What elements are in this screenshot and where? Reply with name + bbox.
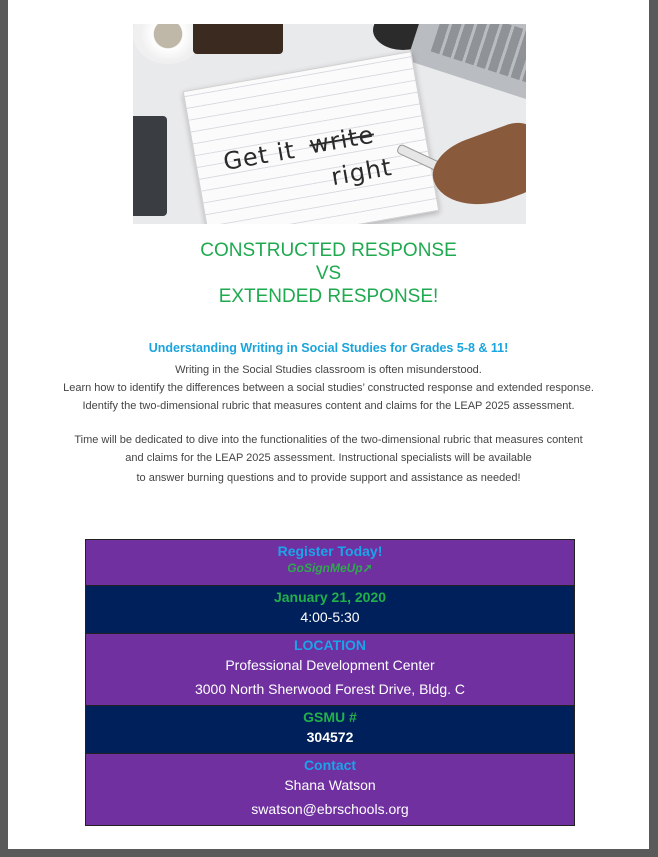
intro-line-1: Writing in the Social Studies classroom is often misunderstood. — [175, 364, 482, 376]
contact-row — [86, 754, 574, 825]
gosignmeup-logo-text: GoSignMeUp — [287, 561, 363, 575]
intro-line-2: Learn how to identify the differences between a social studies’ constructed response and extended response. — [63, 382, 594, 394]
event-info-table — [85, 539, 575, 826]
register-label[interactable]: Register Today! — [277, 543, 383, 559]
gosignmeup-logo[interactable] — [287, 561, 372, 575]
event-time: 4:00-5:30 — [300, 609, 360, 625]
hero-photo — [133, 24, 526, 224]
contact-email[interactable]: swatson@ebrschools.org — [251, 801, 409, 817]
contact-label: Contact — [303, 757, 357, 773]
event-date: January 21, 2020 — [273, 589, 387, 605]
subheading: Understanding Writing in Social Studies for Grades 5-8 & 11! — [148, 341, 509, 355]
handwriting-right: right — [329, 152, 395, 192]
gsmu-row — [86, 706, 574, 754]
details-line-2: and claims for the LEAP 2025 assessment. Instructional specialists will be available — [125, 452, 532, 464]
handwriting-write: write — [307, 120, 377, 160]
details-line-3: to answer burning questions and to provide support and assistance as needed! — [136, 472, 521, 484]
handwriting-get-it: Get it — [221, 135, 298, 177]
register-row[interactable] — [86, 540, 574, 586]
flyer-page — [8, 0, 649, 849]
gsmu-label: GSMU # — [303, 709, 357, 725]
hand-image — [424, 117, 526, 220]
gsmu-number: 304572 — [306, 729, 354, 745]
arrow-icon: ➚ — [362, 561, 373, 575]
contact-name: Shana Watson — [284, 777, 376, 793]
phone-image — [133, 116, 167, 216]
intro-line-3: Identify the two-dimensional rubric that measures content and claims for the LEAP 2025 assessment. — [82, 400, 575, 412]
title-line-1: CONSTRUCTED RESPONSE — [200, 240, 457, 261]
wood-tray-image — [193, 24, 283, 54]
date-row — [86, 586, 574, 634]
details-line-1: Time will be dedicated to dive into the functionalities of the two-dimensional rubric that measures content — [74, 434, 583, 446]
location-row — [86, 634, 574, 706]
title-line-3: EXTENDED RESPONSE! — [218, 286, 439, 307]
location-name: Professional Development Center — [225, 657, 435, 673]
title-line-2: VS — [315, 263, 342, 284]
location-label: LOCATION — [293, 637, 367, 653]
location-address: 3000 North Sherwood Forest Drive, Bldg. C — [194, 681, 465, 697]
